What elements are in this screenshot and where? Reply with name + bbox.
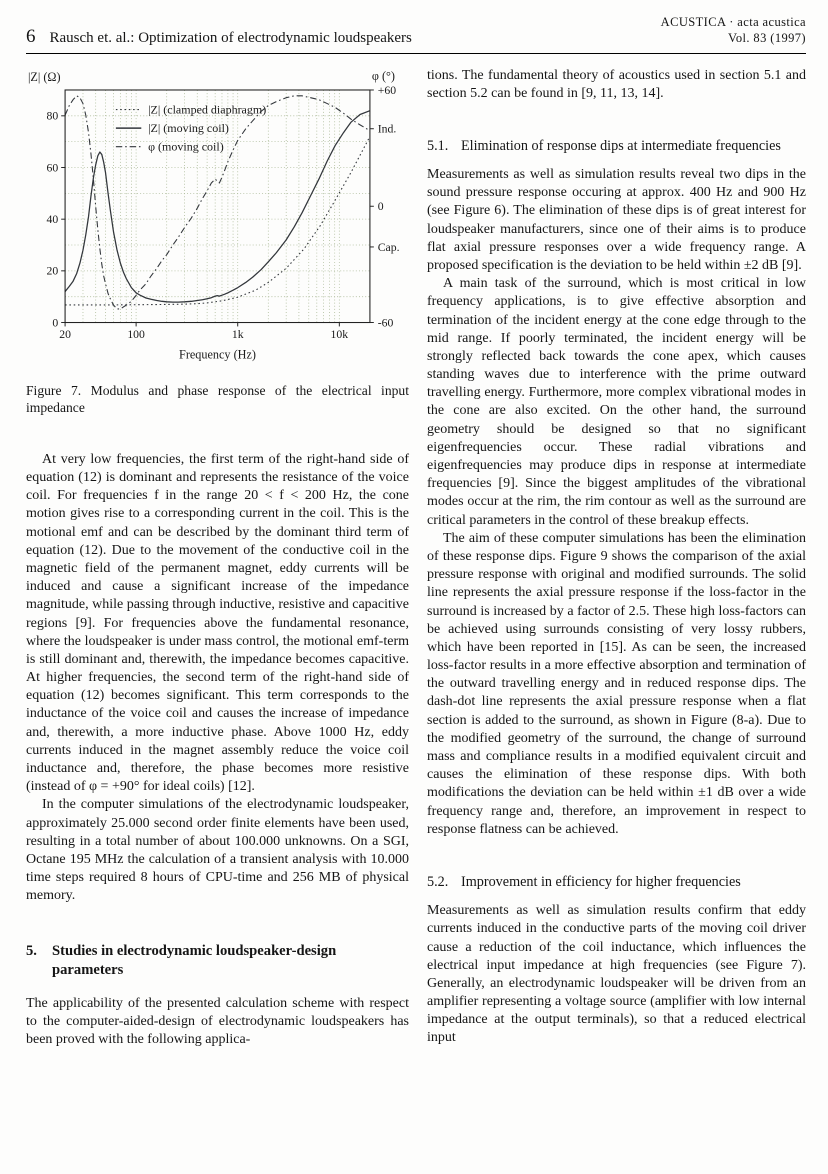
- y-left-tick-label: 40: [46, 212, 59, 226]
- body-paragraph: The aim of these computer simulations has been the elimination of these response dips. Figure 9 shows the comparison of the axial pressure response with original and modified surrounds. The solid line represents the axial pressure response if the loss-factor in the surround is increased by a factor of 2.5. These high loss-factors can be achieved using surrounds consisting of very lossy rubbers, which have been reported in [15]. As can be seen, the increased loss-factor results in a more effective absorption and termination of the outward travelling energy and in reduced response dips. The dash-dot line represents the axial pressure response when a flat section is added to the surround, as shown in Figure (8-a). Due to the modified geometry of the surround, the change of surround mass and compliance results in a modified equivalent circuit and causes the elimination of these response dips. With both modifications the deviation can be held within ±1 dB over a wide frequency range and, therefore, an improvement in respect to response flatness can be achieved.: [427, 530, 806, 837]
- body-paragraph: The applicability of the presented calculation scheme with respect to the computer-aided-design of electrodynamic loudspeakers has been proved with the following applica-: [26, 995, 409, 1048]
- running-title: Rausch et. al.: Optimization of electrodynamic loudspeakers: [49, 29, 412, 46]
- y-right-tick-label: +60: [377, 83, 397, 97]
- subsection-title: Improvement in efficiency for higher frequencies: [461, 873, 741, 890]
- body-paragraph: In the computer simulations of the electrodynamic loudspeaker, approximately 25.000 second order finite elements have been used, resulting in a total number of about 100.000 unknowns. On a SGI, Octane 195 MHz the calculation of a transient analysis with 10.000 time steps required 8 hours of CPU-time and 256 MB of physical memory.: [26, 797, 409, 904]
- header-right: [661, 14, 806, 47]
- journal-name: ACUSTICA · acta acustica: [660, 15, 806, 29]
- section-title: Studies in electrodynamic loudspeaker-design parameters: [52, 942, 337, 979]
- journal-volume: Vol. 83 (1997): [728, 31, 806, 46]
- y-right-axis-title: φ (°): [371, 68, 395, 83]
- x-tick-label: 10k: [330, 327, 349, 341]
- y-left-tick-label: 60: [46, 160, 59, 174]
- body-paragraph: Measurements as well as simulation results reveal two dips in the sound pressure response occuring at approx. 400 Hz and 900 Hz (see Figure 6). The elimination of these dips is of great interest for loudspeaker manufacturers, since one of their aims is to produce flat axial pressure responses over a wide frequency range. A proposed specification is the deviation to be held within ±2 dB [9].: [427, 167, 806, 273]
- section-number: 5.: [26, 942, 37, 959]
- legend-label-2: φ (moving coil): [148, 139, 224, 154]
- body-paragraph: At very low frequencies, the first term of the right-hand side of equation (12) is dominant and represents the resistance of the voice coil. For frequencies f in the range 20 < f < 200 Hz, the cone motion gives rise to a corresponding current in the coil. This is the motional emf and can be described by the dominant third term of equation (12). Due to the movement of the conductive coil in the magnetic field of the permanent magnet, eddy currents will be induced and cause a significant increase of the impedance magnitude, while passing through inductive, resistive and capacitive regions [9]. For frequencies above the fundamental resonance, where the loudspeaker is under mass control, the motional emf-term is still dominant and, therewith, the impedance becomes capacitive. At higher frequencies, the second term of the right-hand side of equation (12) becomes significant. This term corresponds to the inductance of the voice coil and causes the increase of impedance and, therewith, a more inductive phase. Above 1000 Hz, eddy currents induced in the magnet assembly reduce the voice coil inductance and, therefore, the phase becomes more resistive (instead of φ = +90° for ideal coils) [12].: [26, 451, 409, 795]
- body-paragraph: A main task of the surround, which is most critical in low frequency applications, is to give effective absorption and termination of the incident energy at the cone edge through to the mid range. If poorly terminated, the incident energy will be strongly reflected back towards the cone apex, which causes standing waves due to interference with the prime outward travelling energy. Furthermore, more complex vibrational modes in the cone are also excited. On the other hand, the surround geometry should be designed so that no significant eigenfrequencies occur. These radial vibrations and eigenfrequencies may produce dips in response at intermediate frequencies [9]. Since the biggest amplitudes of the vibrational modes occur at the rim, the rim contour as well as the surround are critical parameters in the control of these breakup effects.: [427, 276, 806, 528]
- x-tick-label: 100: [127, 327, 145, 341]
- subsection-number: 5.2.: [427, 873, 449, 890]
- body-paragraph: Measurements as well as simulation results confirm that eddy currents induced in the conductive parts of the moving coil driver cause a reduction of the coil inductance, which influences the electrical input impedance at high frequencies (see Figure 7). Generally, an electrodynamic loudspeaker will be driven from an amplifier representing a voltage source (amplifier with low internal impedance at the output terminals), so that a reduced electrical input: [427, 903, 806, 1046]
- figure-caption: Figure 7. Modulus and phase response of the electrical input impedance: [26, 382, 409, 416]
- page-header: [26, 14, 806, 54]
- legend-label-0: |Z| (clamped diaphragm): [148, 101, 267, 116]
- figure-7: [26, 67, 409, 417]
- impedance-phase-chart: [26, 67, 409, 367]
- x-axis-title: Frequency (Hz): [179, 347, 256, 362]
- section-5-1-heading: [427, 137, 806, 156]
- chart-plot-area: [47, 83, 400, 340]
- x-tick-label: 1k: [231, 327, 244, 341]
- body-paragraph: tions. The fundamental theory of acoustics used in section 5.1 and section 5.2 can be found in [9, 11, 13, 14].: [427, 67, 806, 101]
- subsection-title: Elimination of response dips at intermediate frequencies: [461, 137, 781, 154]
- page-number: 6: [26, 25, 36, 47]
- y-right-tick-label: Cap.: [377, 240, 400, 254]
- legend-label-1: |Z| (moving coil): [148, 120, 229, 135]
- left-column: [26, 67, 409, 1050]
- header-left: [26, 26, 412, 48]
- right-column: [427, 67, 806, 1050]
- y-right-tick-label: -60: [377, 315, 394, 329]
- series-0: [65, 136, 370, 304]
- section-5-2-heading: [427, 873, 806, 892]
- y-left-tick-label: 0: [52, 315, 59, 329]
- two-column-body: [26, 67, 806, 1050]
- y-left-axis-title: |Z| (Ω): [27, 69, 61, 84]
- subsection-number: 5.1.: [427, 137, 449, 154]
- section-5-heading: [26, 942, 409, 981]
- y-right-tick-label: 0: [377, 199, 384, 213]
- y-left-tick-label: 20: [46, 264, 59, 278]
- x-tick-label: 20: [59, 327, 71, 341]
- y-left-tick-label: 80: [46, 109, 59, 123]
- y-right-tick-label: Ind.: [377, 122, 397, 136]
